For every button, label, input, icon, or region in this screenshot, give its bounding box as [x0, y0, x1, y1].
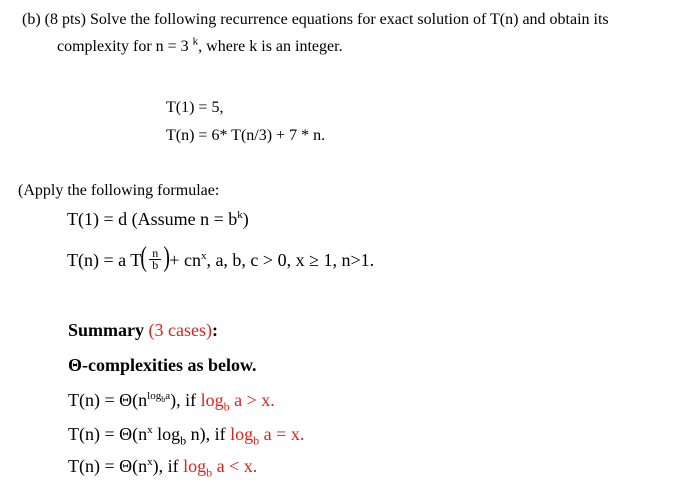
case-1-exponent: logba	[147, 390, 171, 405]
summary-heading	[68, 320, 218, 341]
problem-line-2-suffix: , where k is an integer.	[198, 38, 343, 55]
case-3-condition: $\log_b a < x$.	[183, 456, 258, 480]
problem-line-1: (b) (8 pts) Solve the following recurrence equations for exact solution of T(n) and obtain its	[22, 11, 609, 28]
theta-complexities-line: Θ-complexities as below.	[68, 355, 257, 375]
formula-recurrence-mid: + cn	[169, 250, 201, 270]
equation-recurrence: T(n) = 6* T(n/3) + 7 * n.	[166, 127, 326, 144]
formula-recurrence	[67, 242, 375, 273]
formula-base-suffix: )	[242, 209, 249, 229]
case-1: $T(n) = \Theta(n^{log_ba})$, if $\log_b a > x$.	[68, 390, 275, 414]
apply-heading: (Apply the following formulae:	[18, 182, 220, 199]
summary-title: Summary	[68, 320, 144, 340]
equation-base: T(1) = 5,	[166, 99, 224, 116]
fraction-n-over-b: ( n b )	[140, 242, 170, 273]
case-2-condition: $\log_b a = x$.	[230, 424, 305, 448]
case-1-condition: $\log_b a > x$.	[200, 390, 275, 414]
formula-recurrence-exponent: x	[200, 250, 207, 262]
formula-base-prefix: T(1) = d (Assume n = b	[67, 209, 238, 229]
formula-base	[67, 209, 249, 230]
summary-cases: (3 cases)	[148, 320, 212, 340]
formula-recurrence-suffix: , a, b, c > 0, x ≥ 1, n>1.	[206, 250, 375, 270]
problem-line-2	[57, 35, 343, 56]
case-3: $T(n) = \Theta(n^x)$, if $\log_b a < x$.	[68, 456, 258, 480]
problem-line-2-prefix: complexity for n = 3	[57, 38, 189, 55]
formula-base-exponent: k	[237, 209, 243, 221]
fraction-numerator: n	[152, 246, 159, 260]
formula-recurrence-prefix: T(n) = a T	[67, 250, 142, 270]
summary-colon: :	[211, 320, 218, 340]
case-2: $T(n) = \Theta(n^x$ $\log_b n$), if $\log_b a = x$.	[68, 424, 305, 448]
problem-line-2-exponent: k	[192, 35, 199, 48]
fraction-denominator: b	[152, 258, 159, 272]
